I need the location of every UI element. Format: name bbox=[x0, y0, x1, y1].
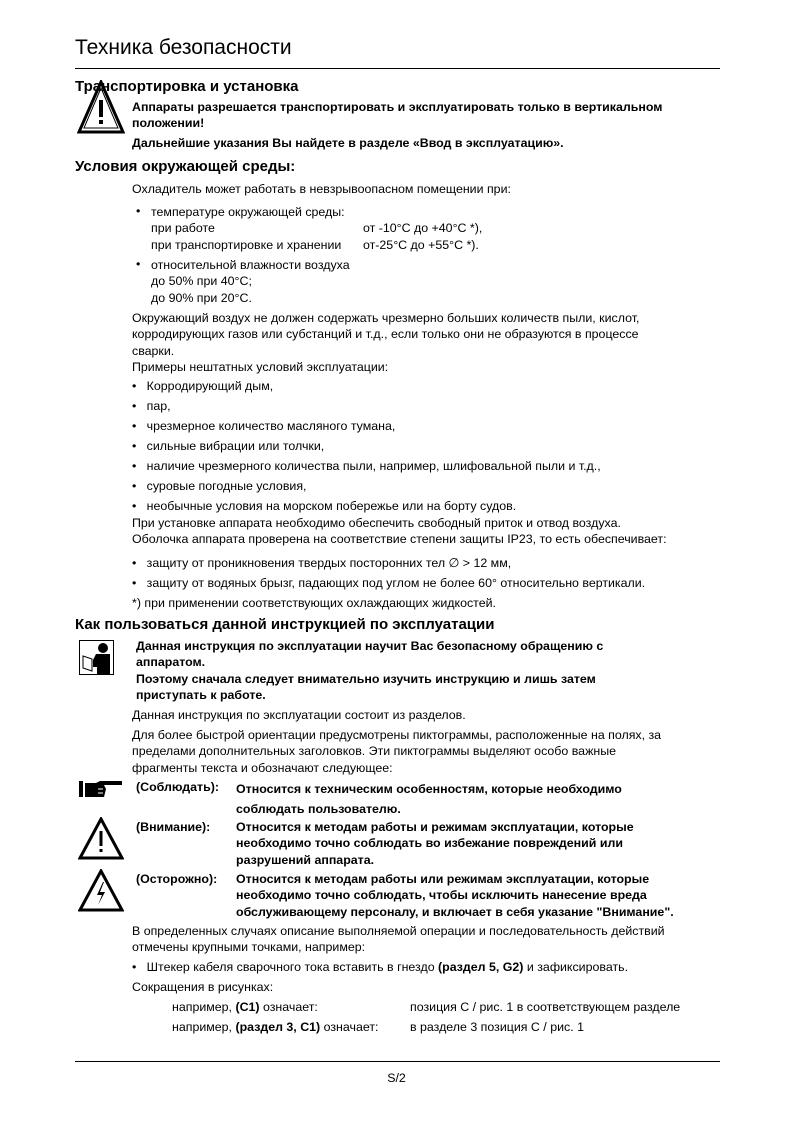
pictogram-label-attention: (Внимание): bbox=[136, 820, 211, 834]
list-item: до 90% при 20°C. bbox=[151, 290, 252, 305]
footnote: *) при применении соответствующих охлаждающих жидкостей. bbox=[132, 596, 496, 610]
pointing-hand-icon bbox=[78, 779, 124, 799]
paragraph: фрагменты текста и обозначают следующее: bbox=[132, 760, 393, 775]
section-heading-how-to-use: Как пользоваться данной инструкцией по эксплуатации bbox=[75, 616, 495, 633]
abbr-row: например, (C1) означает: bbox=[172, 1000, 318, 1014]
paragraph: В определенных случаях описание выполняемой операции и последовательность действий bbox=[132, 924, 665, 938]
paragraph: При установке аппарата необходимо обеспечить свободный приток и отвод воздуха. bbox=[132, 516, 621, 530]
temp-label: при транспортировке и хранении bbox=[151, 237, 342, 252]
warning-text: Аппараты разрешается транспортировать и эксплуатировать только в вертикальном bbox=[132, 100, 663, 114]
footer-rule bbox=[75, 1061, 720, 1062]
section-heading-environment: Условия окружающей среды: bbox=[75, 158, 296, 175]
page-number: S/2 bbox=[387, 1071, 406, 1085]
header-rule bbox=[75, 68, 720, 69]
paragraph: Для более быстрой ориентации предусмотрены пиктограммы, расположенные на полях, за bbox=[132, 728, 662, 742]
intro-bold: Данная инструкция по эксплуатации научит Вас безопасному обращению с bbox=[136, 639, 604, 653]
paragraph: отмечены крупными точками, например: bbox=[132, 940, 366, 955]
list-item: • Корродирующий дым, bbox=[132, 379, 274, 393]
pictogram-desc: разрушений аппарата. bbox=[236, 852, 375, 867]
list-item: • пар, bbox=[132, 399, 171, 413]
paragraph: Сокращения в рисунках: bbox=[132, 980, 274, 994]
temp-label: при работе bbox=[151, 221, 215, 236]
paragraph: сварки. bbox=[132, 343, 175, 358]
pictogram-desc: необходимо точно соблюдать во избежание повреждений или bbox=[236, 836, 623, 851]
abbr-row: например, (раздел 3, C1) означает: bbox=[172, 1020, 379, 1034]
paragraph: Данная инструкция по эксплуатации состоит из разделов. bbox=[132, 708, 466, 722]
warning-text-more: Дальнейшие указания Вы найдете в разделе «Ввод в эксплуатацию». bbox=[132, 135, 564, 150]
paragraph: Охладитель может работать в невзрывоопасном помещении при: bbox=[132, 182, 511, 196]
pictogram-desc: необходимо точно соблюдать, чтобы исключить нанесение вреда bbox=[236, 888, 647, 903]
temp-value: от -10°C до +40°C *), bbox=[363, 221, 483, 236]
pictogram-desc: Относится к методам работы или режимам эксплуатации, которые bbox=[236, 872, 650, 886]
list-item: • суровые погодные условия, bbox=[132, 479, 307, 493]
list-item: до 50% при 40°C; bbox=[151, 274, 252, 289]
pictogram-desc: Относится к методам работы и режимам эксплуатации, которые bbox=[236, 820, 634, 834]
warning-icon bbox=[77, 80, 125, 136]
list-item: температуре окружающей среды: bbox=[151, 205, 345, 219]
intro-bold: Поэтому сначала следует внимательно изучить инструкцию и лишь затем bbox=[136, 671, 596, 686]
pictogram-desc: Относится к техническим особенностям, которые необходимо bbox=[236, 782, 622, 796]
list-item: относительной влажности воздуха bbox=[151, 258, 350, 272]
abbr-meaning: позиция C / рис. 1 в соответствующем разделе bbox=[410, 1000, 681, 1014]
page-title: Техника безопасности bbox=[75, 36, 292, 59]
warning-text: положении! bbox=[132, 116, 205, 131]
list-item: • необычные условия на морском побережье или на борту судов. bbox=[132, 499, 517, 513]
paragraph: пределами дополнительных заголовков. Эти пиктограммы выделяют особо важные bbox=[132, 744, 616, 759]
intro-bold: приступать к работе. bbox=[136, 688, 266, 703]
list-item: • сильные вибрации или толчки, bbox=[132, 439, 325, 453]
pictogram-label-caution: (Осторожно): bbox=[136, 872, 218, 886]
pictogram-label-observe: (Соблюдать): bbox=[136, 780, 219, 794]
warning-icon bbox=[78, 817, 124, 861]
list-item: • наличие чрезмерного количества пыли, например, шлифовальной пыли и т.д., bbox=[132, 459, 601, 473]
bullet: • bbox=[136, 257, 141, 271]
electric-hazard-icon bbox=[78, 869, 124, 913]
paragraph: корродирующих газов или субстанций и т.д., если только они не образуются в процессе bbox=[132, 327, 639, 342]
section-heading-transport: Транспортировка и установка bbox=[75, 78, 299, 95]
temp-value: от-25°C до +55°C *). bbox=[363, 237, 479, 252]
intro-bold: аппаратом. bbox=[136, 655, 206, 670]
list-item: • защиту от проникновения твердых посторонних тел ∅ > 12 мм, bbox=[132, 556, 512, 570]
pictogram-desc: обслуживающему персоналу, и включает в себя указание "Внимание". bbox=[236, 904, 674, 919]
abbr-meaning: в разделе 3 позиция C / рис. 1 bbox=[410, 1020, 584, 1034]
bullet: • bbox=[136, 204, 141, 218]
pictogram-desc: соблюдать пользователю. bbox=[236, 802, 401, 816]
paragraph: Оболочка аппарата проверена на соответствие степени защиты IP23, то есть обеспечивает: bbox=[132, 532, 667, 547]
list-item: • Штекер кабеля сварочного тока вставить в гнездо (раздел 5, G2) и зафиксировать. bbox=[132, 960, 629, 974]
list-item: • защиту от водяных брызг, падающих под углом не более 60° относительно вертикали. bbox=[132, 576, 646, 590]
paragraph: Примеры нештатных условий эксплуатации: bbox=[132, 360, 389, 375]
paragraph: Окружающий воздух не должен содержать чрезмерно больших количеств пыли, кислот, bbox=[132, 311, 640, 325]
list-item: • чрезмерное количество масляного тумана, bbox=[132, 419, 396, 433]
read-manual-icon bbox=[79, 640, 114, 675]
